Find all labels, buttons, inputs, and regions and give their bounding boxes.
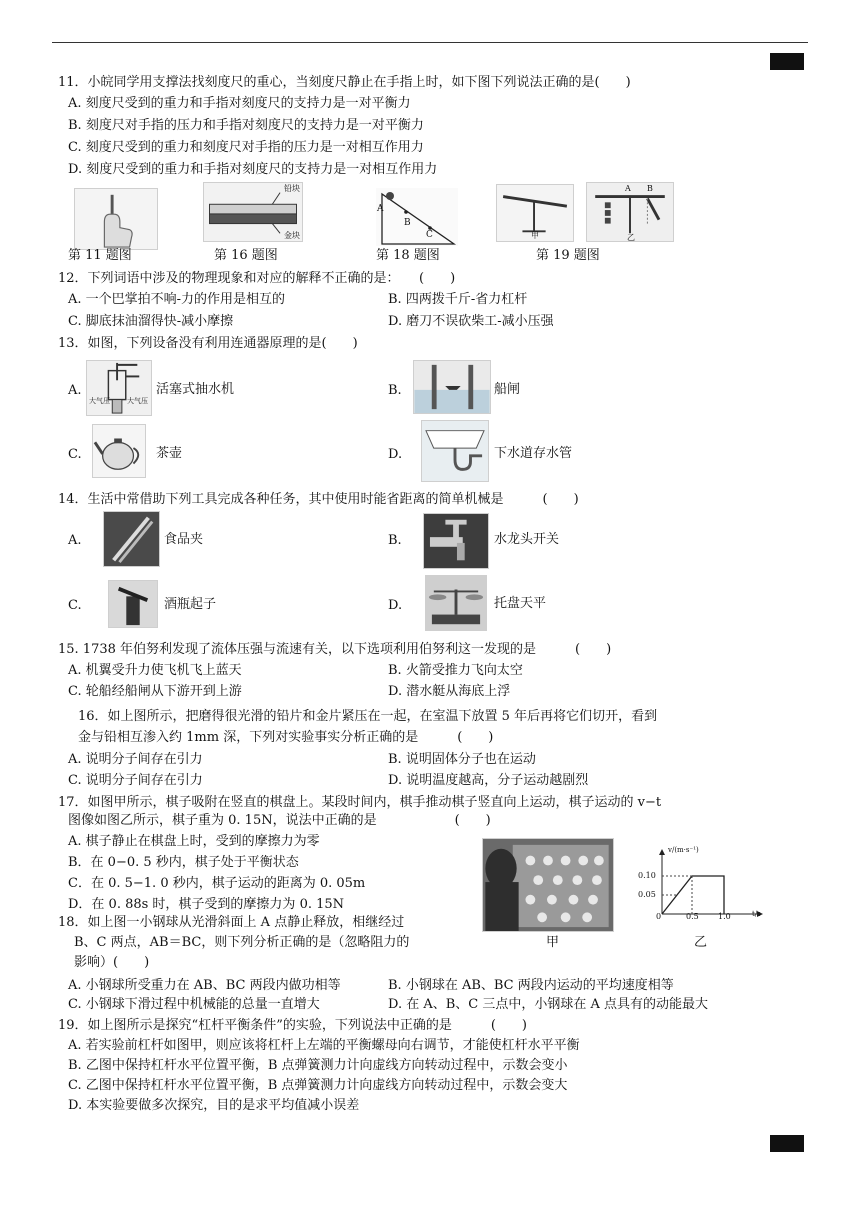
q14-d-image-balance [425,575,487,631]
figure-16-lead-gold [203,182,303,242]
q18-stem-line2: B、C 两点，AB＝BC，则下列分析正确的是（忽略阻力的 [74,935,410,950]
q12-option-b: B. 四两拨千斤-省力杠杆 [388,292,528,307]
q14-c-image-bottle-opener [108,580,158,628]
q13-a-label-right: 大气压 [127,397,148,405]
q13-d-image-drain-trap [421,420,489,482]
figure-19-label-b: B [647,184,653,193]
q17-graph-tick-y1: 0.10 [638,871,656,880]
figure-16-bottom-label: 金块 [284,231,300,240]
q16-stem-line1: 16．如上图所示，把磨得很光滑的铅片和金片紧压在一起，在室温下放置 5 年后再将它们切开，看到 [78,709,658,724]
q19-option-a: A. 若实验前杠杆如图甲，则应该将杠杆上左端的平衡螺母向右调节，才能使杠杆水平平衡 [68,1038,580,1053]
figure-18-incline [376,188,458,246]
q13-a-label: 活塞式抽水机 [156,382,235,397]
q16-option-b: B. 说明固体分子也在运动 [388,752,536,767]
q18-option-a: A. 小钢球所受重力在 AB、BC 两段内做功相等 [68,978,341,993]
figure-19-label-jia: 甲 [531,231,539,240]
q14-c-letter: C. [68,598,82,613]
q13-c-image-teapot [92,424,146,478]
figure-18-label-b: B [404,218,411,228]
q17-option-c: C．在 0. 5−1. 0 秒内，棋子运动的距离为 0. 05m [68,876,366,891]
q17-option-a: A. 棋子静止在棋盘上时，受到的摩擦力为零 [68,834,320,849]
q15-option-d: D. 潜水艇从海底上浮 [388,684,511,699]
figure-18-label-a: A [377,204,384,214]
q19-option-b: B. 乙图中保持杠杆水平位置平衡，B 点弹簧测力计向虚线方向转动过程中，示数会变小 [68,1058,568,1073]
q11-option-c: C. 刻度尺受到的重力和刻度尺对手指的压力是一对相互作用力 [68,140,424,155]
q17-stem-line1: 17．如图甲所示，棋子吸附在竖直的棋盘上。某段时间内，棋手推动棋子竖直向上运动，棋子运动的 v−t [58,795,662,810]
q14-a-image-food-tongs [103,511,160,567]
page-tag-top [770,53,804,70]
q14-stem: 14．生活中常借助下列工具完成各种任务，其中使用时能省距离的简单机械是 ( ) [58,492,579,507]
q16-option-a: A. 说明分子间存在引力 [68,752,203,767]
q12-option-d: D. 磨刀不误砍柴工-减小压强 [388,314,554,329]
q13-d-letter: D. [388,447,403,462]
q14-d-letter: D. [388,598,403,613]
q18-stem-line1: 18．如上图一小钢球从光滑斜面上 A 点静止释放，相继经过 [58,915,405,930]
header-rule [52,42,808,43]
q13-a-label-left: 大气压 [89,397,110,405]
figure-18-label-c: C [426,230,433,240]
q18-option-d: D. 在 A、B、C 三点中，小钢球在 A 点具有的动能最大 [388,997,709,1012]
figure-11-finger-ruler [74,188,158,250]
q17-graph-v-axis-label: v/(m·s⁻¹) [668,846,699,854]
q17-graph-tick-x0: 0 [656,912,662,921]
q11-stem: 11．小皖同学用支撑法找刻度尺的重心，当刻度尺静止在手指上时，如下图下列说法正确的是( ) [58,75,631,90]
q17-graph-tick-x2: 1.0 [718,912,731,921]
caption-figure-18: 第 18 题图 [376,248,440,263]
q15-option-a: A. 机翼受升力使飞机飞上蓝天 [68,663,242,678]
q11-option-d: D. 刻度尺受到的重力和手指对刻度尺的支持力是一对相互作用力 [68,162,438,177]
q14-b-label: 水龙头开关 [494,532,560,547]
q17-graph-t-axis-label: t/s [752,910,761,918]
q13-b-label: 船闸 [494,382,521,397]
q12-option-a: A. 一个巴掌拍不响-力的作用是相互的 [68,292,286,307]
q14-d-label: 托盘天平 [494,596,547,611]
q17-stem-line2: 图像如图乙所示，棋子重为 0. 15N，说法中正确的是 ( ) [68,813,491,828]
q11-option-b: B. 刻度尺对手指的压力和手指对刻度尺的支持力是一对平衡力 [68,118,424,133]
caption-figure-16: 第 16 题图 [214,248,278,263]
figure-19-lever-jia [496,184,574,242]
figure-19-label-yi: 乙 [627,233,635,242]
q16-option-c: C. 说明分子间存在引力 [68,773,203,788]
q19-option-c: C. 乙图中保持杠杆水平位置平衡，B 点弹簧测力计向虚线方向转动过程中，示数会变大 [68,1078,568,1093]
q17-figure-yi-vt-graph [636,846,766,922]
figure-16-top-label: 铅块 [284,184,300,193]
q17-option-d: D．在 0. 88s 时，棋子受到的摩擦力为 0. 15N [68,897,345,912]
q15-stem: 15. 1738 年伯努利发现了流体压强与流速有关，以下选项利用伯努利这一发现的是 ( ) [58,642,612,657]
q17-graph-tick-x1: 0.5 [686,912,699,921]
q14-c-label: 酒瓶起子 [164,597,217,612]
q14-a-letter: A. [68,533,82,548]
q13-c-letter: C. [68,447,82,462]
q16-stem-line2: 金与铅相互渗入约 1mm 深，下列对实验事实分析正确的是 ( ) [78,730,494,745]
q13-d-label: 下水道存水管 [494,446,573,461]
page-tag-bottom [770,1135,804,1152]
q19-option-d: D. 本实验要做多次探究，目的是求平均值减小误差 [68,1098,360,1113]
q14-b-image-faucet [423,513,489,569]
q14-b-letter: B. [388,533,402,548]
figure-19-label-a: A [625,184,631,193]
q18-stem-line3: 影响）( ) [74,955,150,970]
q18-option-b: B. 小钢球在 AB、BC 两段内运动的平均速度相等 [388,978,674,993]
q17-figure-jia-chessboard-photo [482,838,614,932]
q18-option-c: C. 小钢球下滑过程中机械能的总量一直增大 [68,997,320,1012]
q15-option-b: B. 火箭受推力飞向太空 [388,663,523,678]
figure-19-lever-yi [586,182,674,242]
q17-figure-jia-label: 甲 [546,935,560,950]
q17-option-b: B．在 0−0. 5 秒内，棋子处于平衡状态 [68,855,299,870]
q13-c-label: 茶壶 [156,446,183,461]
q13-stem: 13．如图，下列设备没有利用连通器原理的是( ) [58,336,358,351]
caption-figure-11: 第 11 题图 [68,248,132,263]
q12-stem: 12．下列词语中涉及的物理现象和对应的解释不正确的是： ( ) [58,271,456,286]
q15-option-c: C. 轮船经船闸从下游开到上游 [68,684,242,699]
q11-option-a: A. 刻度尺受到的重力和手指对刻度尺的支持力是一对平衡力 [68,96,411,111]
q17-graph-tick-y2: 0.05 [638,890,656,899]
q12-option-c: C. 脚底抹油溜得快-减小摩擦 [68,314,234,329]
q13-a-image-piston-pump [86,360,152,416]
q13-b-letter: B. [388,383,402,398]
q13-b-image-ship-lock [413,360,491,414]
q19-stem: 19．如上图所示是探究“杠杆平衡条件”的实验，下列说法中正确的是 ( ) [58,1018,527,1033]
q13-a-letter: A. [68,383,82,398]
q16-option-d: D. 说明温度越高，分子运动越剧烈 [388,773,589,788]
q17-figure-yi-label: 乙 [694,935,708,950]
q14-a-label: 食品夹 [164,532,204,547]
caption-figure-19: 第 19 题图 [536,248,600,263]
